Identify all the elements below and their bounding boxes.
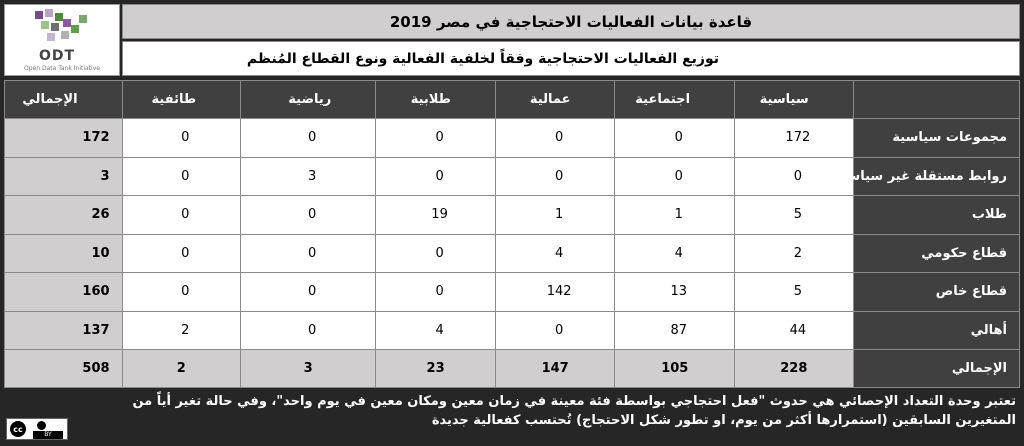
table-row xyxy=(5,119,1020,158)
table-cell: 87 xyxy=(615,311,735,350)
table-row xyxy=(5,157,1020,196)
table-header-row xyxy=(5,81,1020,119)
row-total-cell: 160 xyxy=(5,273,123,312)
page-title-text: قاعدة بيانات الفعاليات الاحتجاجية في مصر 2019 xyxy=(389,12,753,31)
table-cell: 2 xyxy=(735,234,854,273)
column-header: طلابية xyxy=(376,81,496,119)
row-label: قطاع حكومي xyxy=(853,234,1019,273)
table-cell: 0 xyxy=(495,119,615,158)
grand-total-cell: 508 xyxy=(5,350,123,388)
table-cell: 0 xyxy=(241,273,376,312)
table-cell: 0 xyxy=(241,311,376,350)
total-cell: 228 xyxy=(735,350,854,388)
table-total-row xyxy=(5,350,1020,388)
table-cell: 0 xyxy=(241,234,376,273)
table-cell: 3 xyxy=(241,157,376,196)
total-cell: 147 xyxy=(495,350,615,388)
data-table xyxy=(4,80,1020,388)
row-total-cell: 26 xyxy=(5,196,123,235)
total-row-label: الإجمالي xyxy=(853,350,1019,388)
row-label: قطاع خاص xyxy=(853,273,1019,312)
table-cell: 1 xyxy=(495,196,615,235)
logo-subtext: Open Data Tank Initiative xyxy=(24,65,100,72)
cc-by-label: BY xyxy=(33,431,63,439)
column-header: رياضية xyxy=(241,81,376,119)
page-subtitle xyxy=(122,41,1020,76)
row-total-cell: 172 xyxy=(5,119,123,158)
column-header: سياسية xyxy=(735,81,854,119)
table-row xyxy=(5,273,1020,312)
table-cell: 0 xyxy=(241,119,376,158)
odt-logo xyxy=(4,4,120,76)
table-cell: 0 xyxy=(122,119,241,158)
table-cell: 172 xyxy=(735,119,854,158)
row-label: أهالي xyxy=(853,311,1019,350)
column-header: الإجمالي xyxy=(5,81,123,119)
column-header: طائفية xyxy=(122,81,241,119)
table-cell: 0 xyxy=(615,157,735,196)
table-cell: 0 xyxy=(376,119,496,158)
row-label: طلاب xyxy=(853,196,1019,235)
table-cell: 2 xyxy=(122,311,241,350)
table-cell: 0 xyxy=(122,157,241,196)
row-total-cell: 10 xyxy=(5,234,123,273)
table-cell: 4 xyxy=(615,234,735,273)
row-total-cell: 137 xyxy=(5,311,123,350)
table-cell: 0 xyxy=(376,157,496,196)
row-total-cell: 3 xyxy=(5,157,123,196)
table-cell: 5 xyxy=(735,196,854,235)
row-label: روابط مستقلة غير سياسية xyxy=(853,157,1019,196)
table-cell: 0 xyxy=(241,196,376,235)
cc-license-badge[interactable] xyxy=(6,418,68,440)
logo-text: ODT xyxy=(38,48,76,64)
table-cell: 142 xyxy=(495,273,615,312)
table-cell: 4 xyxy=(495,234,615,273)
table-cell: 0 xyxy=(376,234,496,273)
table-cell: 19 xyxy=(376,196,496,235)
table-cell: 5 xyxy=(735,273,854,312)
total-cell: 2 xyxy=(122,350,241,388)
table-cell: 0 xyxy=(376,273,496,312)
table-cell: 1 xyxy=(615,196,735,235)
table-cell: 13 xyxy=(615,273,735,312)
table-cell: 44 xyxy=(735,311,854,350)
table-cell: 0 xyxy=(615,119,735,158)
table-cell: 0 xyxy=(122,234,241,273)
total-cell: 105 xyxy=(615,350,735,388)
total-cell: 23 xyxy=(376,350,496,388)
table-row xyxy=(5,234,1020,273)
table-corner-cell xyxy=(853,81,1019,119)
row-label: مجموعات سياسية xyxy=(853,119,1019,158)
column-header: اجتماعية xyxy=(615,81,735,119)
page-title xyxy=(122,4,1020,39)
column-header: عمالية xyxy=(495,81,615,119)
table-row xyxy=(5,311,1020,350)
table-cell: 0 xyxy=(495,157,615,196)
table-cell: 0 xyxy=(495,311,615,350)
table-cell: 4 xyxy=(376,311,496,350)
page-subtitle-text: توزيع الفعاليات الاحتجاجية وفقاً لخلفية الفعالية ونوع القطاع المُنظم xyxy=(246,50,719,67)
methodology-note: تعتبر وحدة التعداد الإحصائي هي حدوث "فعل احتجاجي بواسطة فئة معينة في زمان معين ومكان معين في يوم واحد"، وفي حالة تغير أياً من المتغيرين السابقين (استمرارها أكثر من يوم، او تطور شكل الاحتجاج) تُحتسب كفعالية جديدة xyxy=(132,394,1016,428)
table-cell: 0 xyxy=(735,157,854,196)
total-cell: 3 xyxy=(241,350,376,388)
table-row xyxy=(5,196,1020,235)
cube-logo-icon xyxy=(5,5,121,49)
cc-icon: cc xyxy=(10,421,26,437)
table-cell: 0 xyxy=(122,273,241,312)
table-cell: 0 xyxy=(122,196,241,235)
person-icon xyxy=(37,421,46,430)
